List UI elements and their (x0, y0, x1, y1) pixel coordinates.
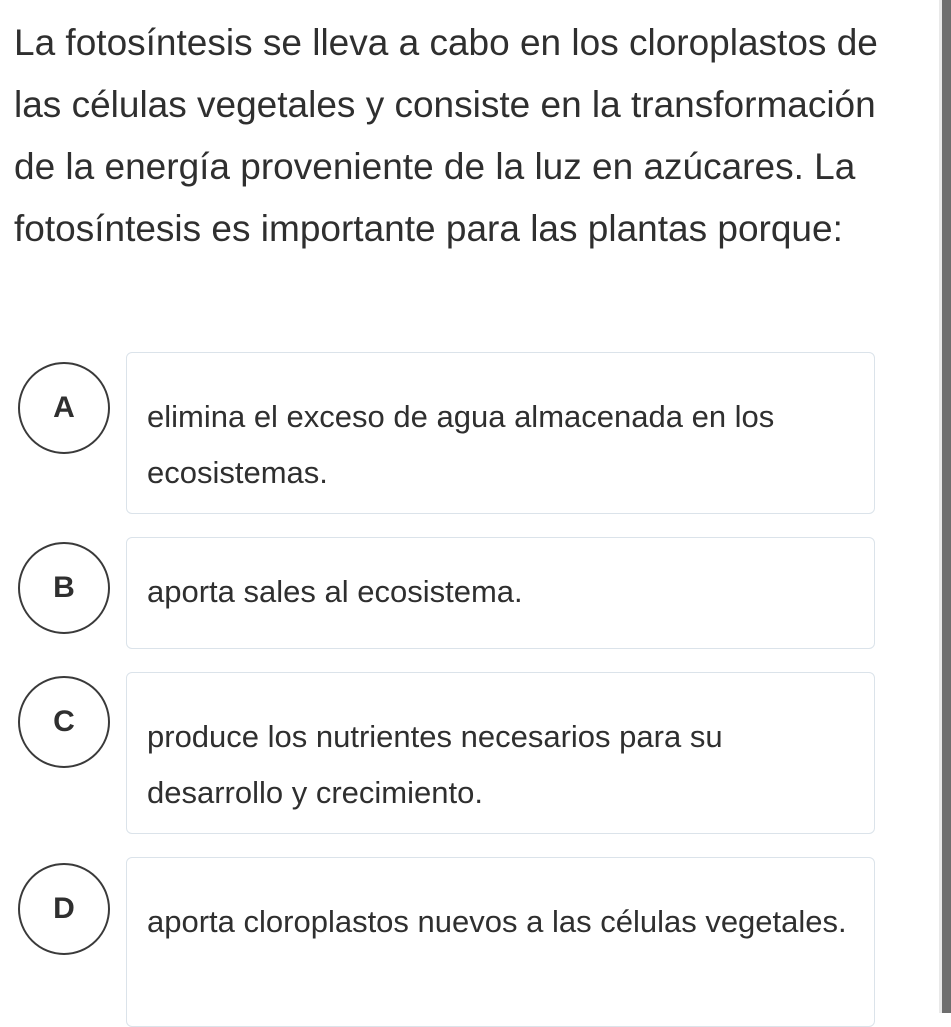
option-text: aporta sales al ecosistema. (147, 574, 523, 609)
option-card[interactable] (126, 537, 875, 649)
option-letter-circle[interactable]: B (18, 542, 110, 634)
option-text: elimina el exceso de agua almacenada en los ecosistemas. (147, 399, 775, 490)
option-card[interactable] (126, 857, 875, 1027)
option-letter-circle[interactable]: A (18, 362, 110, 454)
option-letter-circle[interactable]: C (18, 676, 110, 768)
option-text: produce los nutrientes necesarios para su desarrollo y crecimiento. (147, 719, 723, 810)
question-text: La fotosíntesis se lleva a cabo en los cloroplastos de las células vegetales y consiste en la transformación de la energía proveniente de la luz en azúcares. La fotosíntesis es importante para las plantas porque: (14, 22, 878, 249)
scrollbar[interactable] (942, 0, 951, 1013)
option-card[interactable] (126, 672, 875, 834)
option-text: aporta cloroplastos nuevos a las células vegetales. (147, 904, 847, 939)
option-card[interactable] (126, 352, 875, 514)
option-letter-circle[interactable]: D (18, 863, 110, 955)
